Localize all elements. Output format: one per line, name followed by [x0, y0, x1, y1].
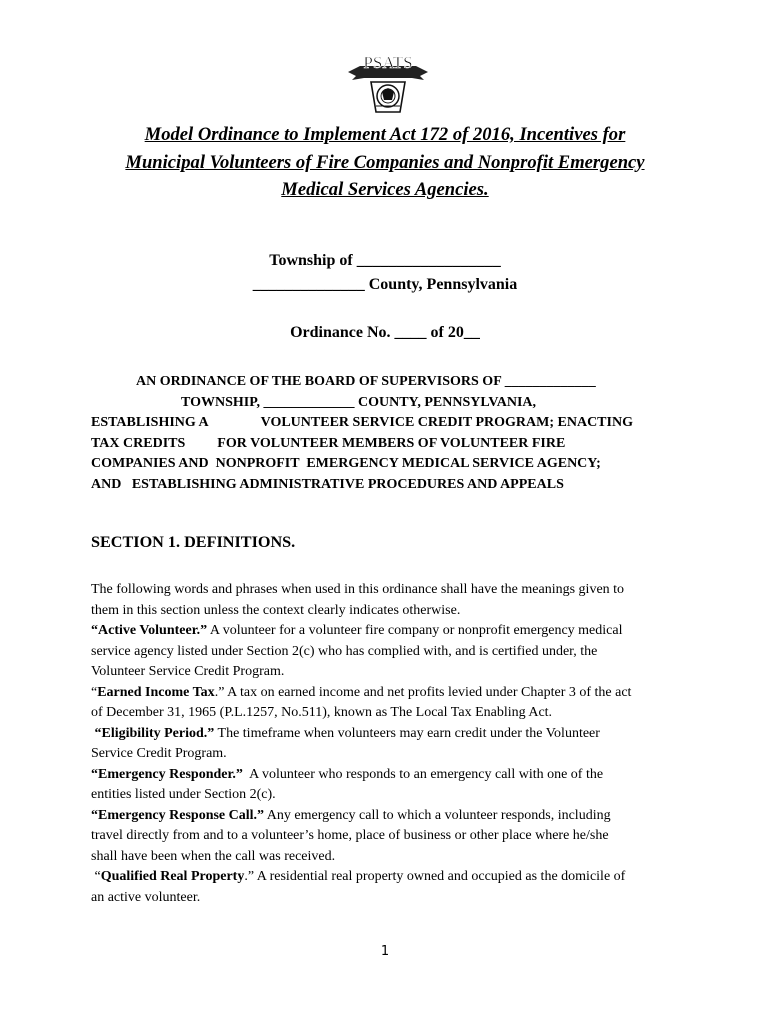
definition-text: A tax on earned income and net profits levied under Chapter 3 of the act: [224, 684, 632, 700]
definition-qualified-real-property: [91, 867, 691, 888]
ordinance-heading-line-1: AN ORDINANCE OF THE BOARD OF SUPERVISORS OF _____________: [136, 374, 596, 389]
section-1-heading: SECTION 1. DEFINITIONS.: [91, 533, 296, 551]
ordinance-heading-line-4b: FOR VOLUNTEER MEMBERS OF VOLUNTEER FIRE: [217, 435, 566, 451]
definitions-intro-line-2: them in this section unless the context clearly indicates otherwise.: [91, 602, 461, 618]
logo-text: PSATS: [363, 53, 413, 72]
term-eligibility-period: “Eligibility Period.”: [94, 725, 215, 741]
quote-open: “: [91, 869, 101, 884]
definition-eligibility-period: [91, 724, 691, 745]
definition-text-line: Volunteer Service Credit Program.: [91, 664, 285, 679]
ordinance-heading-line-2: TOWNSHIP, _____________ COUNTY, PENNSYLVANIA,: [181, 394, 537, 410]
term-earned-income-tax: Earned Income Tax: [97, 684, 215, 700]
ordinance-heading-line-4a: TAX CREDITS: [91, 435, 186, 451]
ordinance-heading-line-3a: ESTABLISHING A: [91, 415, 209, 430]
definition-text: A residential real property owned and occupied as the domicile of: [254, 869, 626, 884]
definitions-body: [91, 580, 691, 908]
county-line: ______________ County, Pennsylvania: [252, 276, 518, 293]
quote-close: .”: [214, 684, 225, 700]
definition-text: A volunteer who responds to an emergency call with one of the: [242, 766, 604, 782]
definition-text: A volunteer for a volunteer fire company or nonprofit emergency medical: [207, 623, 623, 638]
ordinance-heading-line-6: AND ESTABLISHING ADMINISTRATIVE PROCEDURES AND APPEALS: [91, 476, 564, 492]
definition-text-line: entities listed under Section 2(c).: [91, 787, 276, 802]
term-emergency-responder: “Emergency Responder.”: [91, 766, 243, 782]
definitions-intro-line-1: The following words and phrases when used in this ordinance shall have the meanings given to: [91, 582, 625, 597]
township-line: Township of __________________: [269, 252, 501, 269]
ordinance-heading-line-5: COMPANIES AND NONPROFIT EMERGENCY MEDICAL SERVICE AGENCY;: [91, 456, 601, 471]
term-qualified-real-property: Qualified Real Property: [100, 869, 245, 884]
definition-active-volunteer: [91, 621, 691, 642]
definition-earned-income-tax: [91, 683, 691, 704]
quote-close: .”: [244, 869, 255, 884]
definition-text-line: travel directly from and to a volunteer’s home, place of business or other place where he/she: [91, 828, 609, 843]
ordinance-heading: [91, 372, 691, 495]
definition-text-line: service agency listed under Section 2(c) who has complied with, and is certified under, the: [91, 643, 598, 659]
title-line-2: Municipal Volunteers of Fire Companies and Nonprofit Emergency: [125, 151, 645, 173]
ordinance-heading-line-3: [91, 413, 691, 434]
ordinance-heading-line-3b: VOLUNTEER SERVICE CREDIT PROGRAM; ENACTING: [260, 415, 633, 430]
title-line-1: Model Ordinance to Implement Act 172 of 2016, Incentives for: [144, 124, 626, 145]
term-emergency-response-call: “Emergency Response Call.”: [91, 807, 265, 823]
definition-emergency-responder: [91, 765, 691, 786]
ordinance-heading-line-4: [91, 434, 691, 455]
definition-text: Any emergency call to which a volunteer responds, including: [264, 807, 611, 823]
definition-text: The timeframe when volunteers may earn credit under the Volunteer: [214, 725, 600, 741]
psats-logo: [340, 50, 436, 116]
definition-text-line: shall have been when the call was received.: [91, 848, 336, 864]
document-title: [90, 121, 680, 204]
term-active-volunteer: “Active Volunteer.”: [91, 623, 208, 638]
definition-text-line: an active volunteer.: [91, 889, 201, 905]
quote-open: “: [91, 684, 98, 700]
ordinance-number: Ordinance No. ____ of 20__: [290, 324, 480, 341]
title-line-3: Medical Services Agencies.: [281, 179, 489, 200]
definition-text-line: Service Credit Program.: [91, 746, 227, 761]
definition-emergency-response-call: [91, 806, 691, 827]
definition-text-line: of December 31, 1965 (P.L.1257, No.511), known as The Local Tax Enabling Act.: [91, 705, 553, 720]
page-number: 1: [380, 944, 390, 959]
